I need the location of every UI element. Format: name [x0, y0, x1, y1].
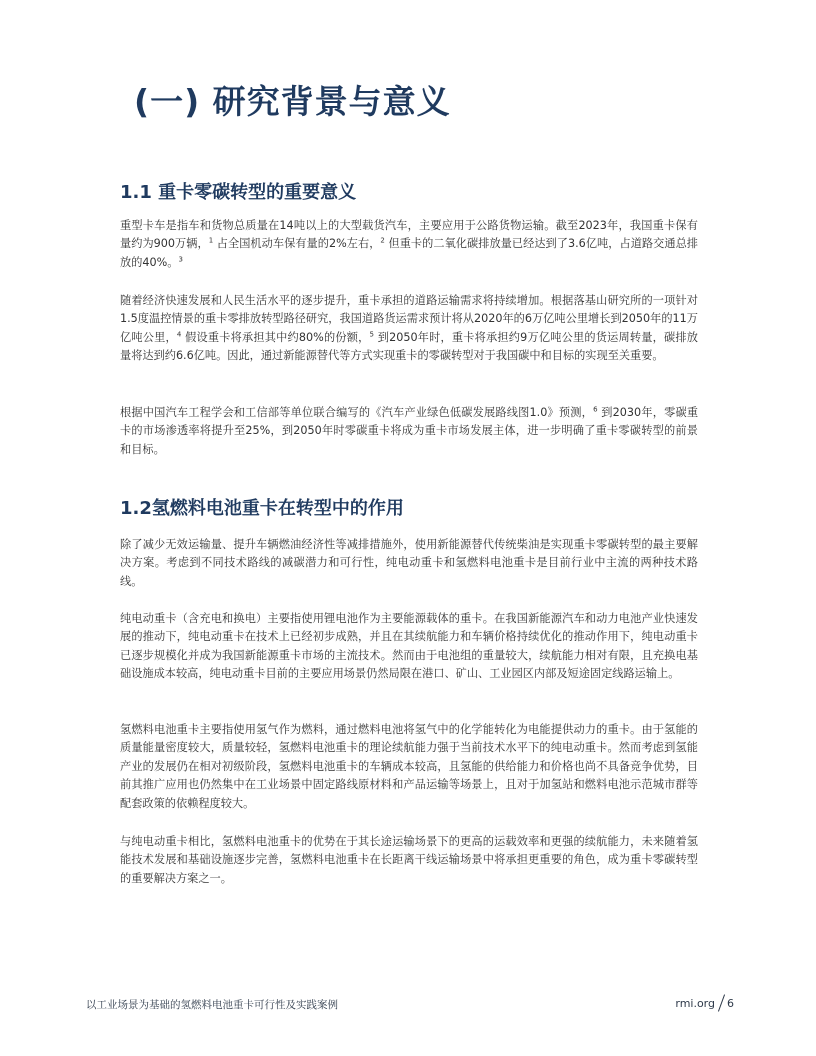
section1-paragraph-2: 随着经济快速发展和人民生活水平的逐步提升，重卡承担的道路运输需求将持续增加。根据落基山研究所的一项针对1.5度温控情景的重卡零排放转型路径研究，我国道路货运需求预计将从2020年的6万亿吨公里增长到2050年的11万亿吨公里，$^4$ 假设重卡将承担其中约80%的份额，$^5$ 到2050年时，重卡将承担约9万亿吨公里的货运周转量，碳排放量将达到约6.6亿吨。因此，通过新能源替代等方式实现重卡的零碳转型对于我国碳中和目标的实现至关重要。: [120, 294, 698, 363]
footer-divider: [718, 994, 725, 1011]
footnote-marker: 1: [208, 236, 214, 245]
footer-report-title: 以工业场景为基础的氢燃料电池重卡可行性及实践案例: [86, 999, 338, 1011]
footnote-marker: 2: [380, 236, 385, 245]
section2-paragraph-3: 氢燃料电池重卡主要指使用氢气作为燃料，通过燃料电池将氢气中的化学能转化为电能提供动力的重卡。由于氢能的质量能量密度较大，质量较轻，氢燃料电池重卡的理论续航能力强于当前技术水平下的纯电动重卡。然而考虑到氢能产业的发展仍在相对初级阶段，氢燃料电池重卡的车辆成本较高，且氢能的供给能力和价格也尚不具备竞争优势，目前其推广应用也仍然集中在工业场景中固定路线原材料和产品运输等场景上，且对于加氢站和燃料电池示范城市群等配套政策的依赖程度较大。: [120, 723, 698, 810]
page-title: (一) 研究背景与意义: [134, 82, 451, 121]
footer-site: rmi.org: [675, 996, 715, 1010]
footnote-marker: 5: [369, 330, 374, 339]
section1-paragraph-1: 重型卡车是指车和货物总质量在14吨以上的大型载货汽车，主要应用于公路货物运输。截至2023年，我国重卡保有量约为900万辆，$^1$ 占全国机动车保有量的2%左右，$^2$ 但重卡的二氧化碳排放量已经达到了3.6亿吨，占道路交通总排放的40%。$^3$: [120, 219, 698, 269]
footnote-marker: 4: [176, 330, 182, 339]
section-heading-1-1: 1.1 重卡零碳转型的重要意义: [120, 182, 357, 203]
footnote-marker: 6: [593, 405, 598, 414]
section2-paragraph-4: 与纯电动重卡相比，氢燃料电池重卡的优势在于其长途运输场景下的更高的运载效率和更强的续航能力，未来随着氢能技术发展和基础设施逐步完善，氢燃料电池重卡在长距离干线运输场景中将承担更重要的角色，成为重卡零碳转型的重要解决方案之一。: [120, 835, 698, 885]
section-heading-1-2: 1.2氢燃料电池重卡在转型中的作用: [120, 498, 404, 519]
footnote-marker: 3: [178, 255, 183, 264]
section2-paragraph-1: 除了减少无效运输量、提升车辆燃油经济性等减排措施外，使用新能源替代传统柴油是实现重卡零碳转型的最主要解决方案。考虑到不同技术路线的减碳潜力和可行性，纯电动重卡和氢燃料电池重卡是目前行业中主流的两种技术路线。: [120, 538, 698, 588]
section1-paragraph-3: 根据中国汽车工程学会和工信部等单位联合编写的《汽车产业绿色低碳发展路线图1.0》预测，$^6$ 到2030年，零碳重卡的市场渗透率将提升至25%，到2050年时零碳重卡将成为重卡市场发展主体，进一步明确了重卡零碳转型的前景和目标。: [120, 405, 699, 456]
section2-paragraph-2: 纯电动重卡（含充电和换电）主要指使用锂电池作为主要能源载体的重卡。在我国新能源汽车和动力电池产业快速发展的推动下，纯电动重卡在技术上已经初步成熟，并且在其续航能力和车辆价格持续优化的推动作用下，纯电动重卡已逐步规模化并成为我国新能源重卡市场的主流技术。然而由于电池组的重量较大，续航能力相对有限，且充换电基础设施成本较高，纯电动重卡目前的主要应用场景仍然局限在港口、矿山、工业园区内部及短途固定线路运输上。: [120, 612, 698, 681]
footer-page-info: [675, 994, 734, 1012]
footer-page-number: 6: [727, 996, 734, 1010]
